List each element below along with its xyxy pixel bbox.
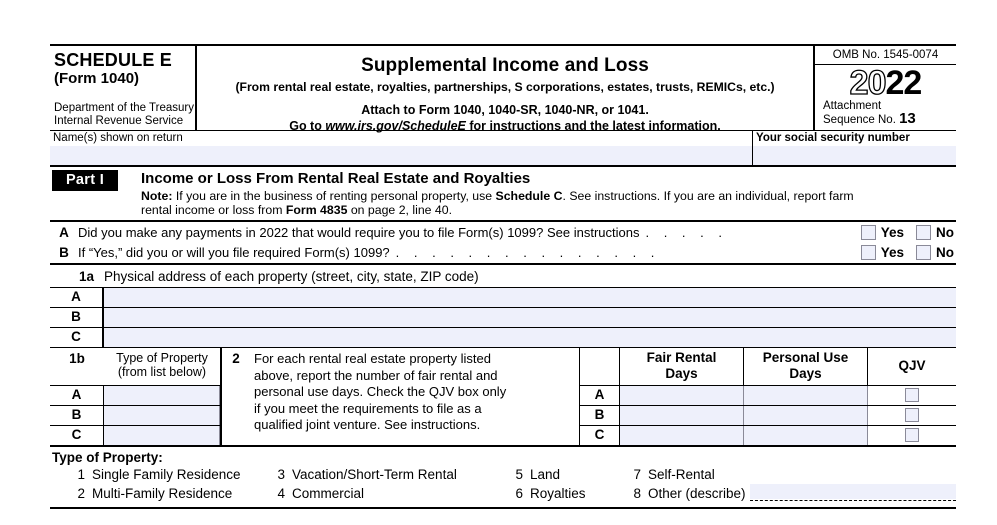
question-a-yes-checkbox[interactable]: [861, 225, 876, 240]
property-type-legend-row-2: [50, 484, 956, 503]
property-type-item-8: [624, 484, 956, 503]
personal-use-days-input-b[interactable]: [744, 406, 868, 425]
property-type-item-7: [624, 465, 956, 484]
identity-row: [50, 131, 956, 167]
form-title: Supplemental Income and Loss: [361, 55, 649, 76]
line-2-column: [222, 348, 580, 445]
property-type-caption-line-2: (from list below): [117, 365, 207, 379]
qjv-cell-a: [868, 386, 956, 405]
address-row-letter-b: B: [50, 308, 104, 327]
property-type-item-3: [268, 465, 506, 484]
part-1-badge: Part I: [52, 170, 118, 191]
property-type-column: [50, 348, 222, 445]
days-table-header: [580, 348, 956, 386]
property-type-num-2: 2: [77, 486, 85, 501]
omb-number: OMB No. 1545-0074: [815, 46, 956, 65]
header-center-block: [197, 46, 815, 133]
question-b-no-checkbox[interactable]: [916, 245, 931, 260]
table-row: [50, 405, 220, 425]
line-1a-header: [50, 265, 956, 287]
property-type-input-a[interactable]: [104, 386, 220, 405]
other-describe-underline: [750, 500, 956, 501]
question-a-letter: A: [59, 224, 69, 240]
part-1-heading: Income or Loss From Rental Real Estate and Royalties: [141, 170, 531, 187]
property-type-num-3: 3: [277, 467, 285, 482]
tax-year-value: 22: [885, 64, 922, 102]
line-2-text: [250, 351, 506, 445]
question-b-yes-label: Yes: [880, 245, 904, 260]
attachment-label-line-1: Attachment: [823, 100, 882, 112]
ssn-field-cell[interactable]: [753, 131, 956, 165]
question-a-leader: . . . . .: [645, 224, 728, 240]
property-type-item-4: [268, 484, 506, 503]
property-type-label-3: Vacation/Short-Term Rental: [292, 467, 457, 482]
address-input-a[interactable]: [104, 288, 956, 307]
qjv-checkbox-b[interactable]: [905, 408, 919, 422]
line-2-text-line-4: if you meet the requirements to file as a: [254, 400, 482, 416]
property-details-block: [50, 348, 956, 447]
form-header: [50, 44, 956, 131]
header-right-block: [815, 46, 956, 130]
property-type-letter-a: A: [50, 386, 104, 405]
days-row-letter-c: C: [580, 426, 620, 445]
question-b-no-label: No: [936, 245, 954, 260]
property-type-num-4: 4: [277, 486, 285, 501]
attach-instruction: Attach to Form 1040, 1040-SR, 1040-NR, or 1041.: [361, 103, 649, 117]
qjv-cell-c: [868, 426, 956, 445]
name-input[interactable]: [50, 146, 752, 165]
goto-url[interactable]: www.irs.gov/ScheduleE: [325, 119, 466, 133]
property-type-label-4: Commercial: [292, 486, 365, 501]
ssn-caption: Your social security number: [756, 132, 910, 144]
note-text-2: . See instructions. If you are an individual, report farm: [562, 189, 854, 203]
property-type-num-7: 7: [633, 467, 641, 482]
personal-use-days-header: [744, 348, 868, 385]
part-1-header: [50, 167, 956, 222]
tax-year-century: 20: [849, 64, 886, 102]
attachment-label-line-2: [823, 109, 956, 127]
line-1b-number: 1b: [69, 351, 85, 366]
property-type-label-8: Other (describe): [648, 486, 746, 501]
note-bold-form-4835: Form 4835: [285, 203, 348, 217]
department-line-2: Internal Revenue Service: [54, 114, 184, 127]
other-describe-input[interactable]: [750, 484, 956, 499]
days-row-letter-b: B: [580, 406, 620, 425]
table-row: [50, 288, 956, 308]
days-table: [580, 348, 956, 445]
line-2-text-line-5: qualified joint venture. See instructions.: [254, 417, 481, 432]
qjv-cell-b: [868, 406, 956, 425]
qjv-checkbox-a[interactable]: [905, 388, 919, 402]
personal-use-days-input-c[interactable]: [744, 426, 868, 445]
table-row: [580, 426, 956, 445]
fair-rental-days-input-c[interactable]: [620, 426, 744, 445]
property-type-item-2: [68, 484, 268, 503]
property-type-input-c[interactable]: [104, 426, 220, 445]
property-type-caption: [104, 348, 220, 385]
property-type-legend: [50, 447, 956, 509]
property-type-num-1: 1: [77, 467, 85, 482]
goto-suffix: for instructions and the latest information.: [465, 119, 721, 133]
address-input-b[interactable]: [104, 308, 956, 327]
qjv-header: QJV: [898, 358, 926, 373]
question-a-text: Did you make any payments in 2022 that would require you to file Form(s) 1099? See instructions: [78, 224, 640, 240]
other-describe-field[interactable]: [750, 484, 956, 502]
property-type-item-5: [506, 465, 624, 484]
property-type-letter-c: C: [50, 426, 104, 445]
line-2-text-line-1: For each rental real estate property listed: [254, 351, 492, 366]
schedule-subtitle: (Form 1040): [54, 70, 140, 87]
personal-use-days-input-a[interactable]: [744, 386, 868, 405]
question-a-no-label: No: [936, 224, 954, 240]
attachment-sequence: [815, 100, 956, 126]
attachment-seq-number: 13: [899, 109, 916, 127]
question-b-letter: B: [59, 245, 69, 260]
note-text-4: on page 2, line 40.: [347, 203, 453, 217]
question-b-leader: . . . . . . . . . . . . . . .: [395, 245, 660, 260]
table-row: [580, 386, 956, 406]
department-line-1: Department of the Treasury: [54, 102, 194, 114]
property-type-label-6: Royalties: [530, 486, 586, 501]
ssn-input[interactable]: [753, 146, 956, 165]
part-1-content: [141, 170, 854, 217]
header-left-block: [50, 46, 197, 130]
days-table-letter-header: [580, 348, 620, 385]
question-b-text: If “Yes,” did you or will you file required Form(s) 1099?: [78, 245, 390, 260]
property-type-item-1: [68, 465, 268, 484]
note-bold-schedule-c: Schedule C: [495, 189, 563, 203]
property-type-letter-b: B: [50, 406, 104, 425]
fair-rental-days-header-line-1: Fair Rental: [646, 350, 717, 365]
name-field-cell[interactable]: [50, 131, 753, 165]
property-type-num-8: 8: [633, 486, 641, 501]
personal-use-days-header-line-1: Personal Use: [762, 350, 849, 365]
question-a-no-checkbox[interactable]: [916, 225, 931, 240]
days-row-letter-a: A: [580, 386, 620, 405]
note-text-3: rental income or loss from: [141, 203, 286, 217]
property-type-label-7: Self-Rental: [648, 467, 715, 482]
address-table: [50, 287, 956, 348]
line-1a-caption: Physical address of each property (street, city, state, ZIP code): [104, 268, 479, 284]
schedule-title: SCHEDULE E: [54, 50, 173, 70]
line-1a-number: 1a: [78, 268, 94, 284]
question-row-a: [50, 222, 956, 242]
table-row: [50, 308, 956, 328]
attachment-seq-text: Sequence No.: [823, 113, 896, 126]
personal-use-days-header-line-2: Days: [789, 366, 822, 381]
line-2-number: 2: [232, 351, 240, 366]
property-type-header: [50, 348, 220, 385]
form-subtitle: (From rental real estate, royalties, partnerships, S corporations, estates, trusts, REMICs, etc.): [235, 80, 775, 94]
question-a-yes-label: Yes: [880, 224, 904, 240]
note-label: Note:: [141, 189, 173, 203]
fair-rental-days-header-line-2: Days: [665, 366, 698, 381]
tax-year: [815, 64, 956, 102]
qjv-checkbox-c[interactable]: [905, 428, 919, 442]
table-row: [50, 328, 956, 348]
address-row-letter-c: C: [50, 328, 104, 347]
property-type-item-6: [506, 484, 624, 503]
fair-rental-days-header: [620, 348, 744, 385]
property-type-label-2: Multi-Family Residence: [92, 486, 233, 501]
property-type-legend-heading: Type of Property:: [52, 450, 163, 465]
name-caption: Name(s) shown on return: [53, 132, 183, 144]
part-1-note: [141, 189, 854, 217]
property-type-input-b[interactable]: [104, 406, 220, 425]
question-b-yes-checkbox[interactable]: [861, 245, 876, 260]
fair-rental-days-input-b[interactable]: [620, 406, 744, 425]
property-type-caption-line-1: Type of Property: [116, 351, 208, 365]
fair-rental-days-input-a[interactable]: [620, 386, 744, 405]
property-type-num-6: 6: [515, 486, 523, 501]
address-input-c[interactable]: [104, 328, 956, 347]
line-2-text-line-3: personal use days. Check the QJV box only: [254, 384, 507, 399]
table-row: [50, 385, 220, 405]
address-row-letter-a: A: [50, 288, 104, 307]
line-2-text-line-2: above, report the number of fair rental and: [254, 367, 498, 383]
department-block: [54, 102, 194, 127]
property-type-num-5: 5: [515, 467, 523, 482]
table-row: [50, 425, 220, 445]
table-row: [580, 406, 956, 426]
property-type-label-1: Single Family Residence: [92, 467, 241, 482]
property-type-label-5: Land: [530, 467, 561, 482]
question-row-b: [50, 242, 956, 265]
schedule-e-form: [50, 44, 956, 509]
property-type-legend-row-1: [50, 465, 956, 484]
goto-prefix: Go to: [289, 119, 326, 133]
note-text-1: If you are in the business of renting personal property, use: [172, 189, 496, 203]
